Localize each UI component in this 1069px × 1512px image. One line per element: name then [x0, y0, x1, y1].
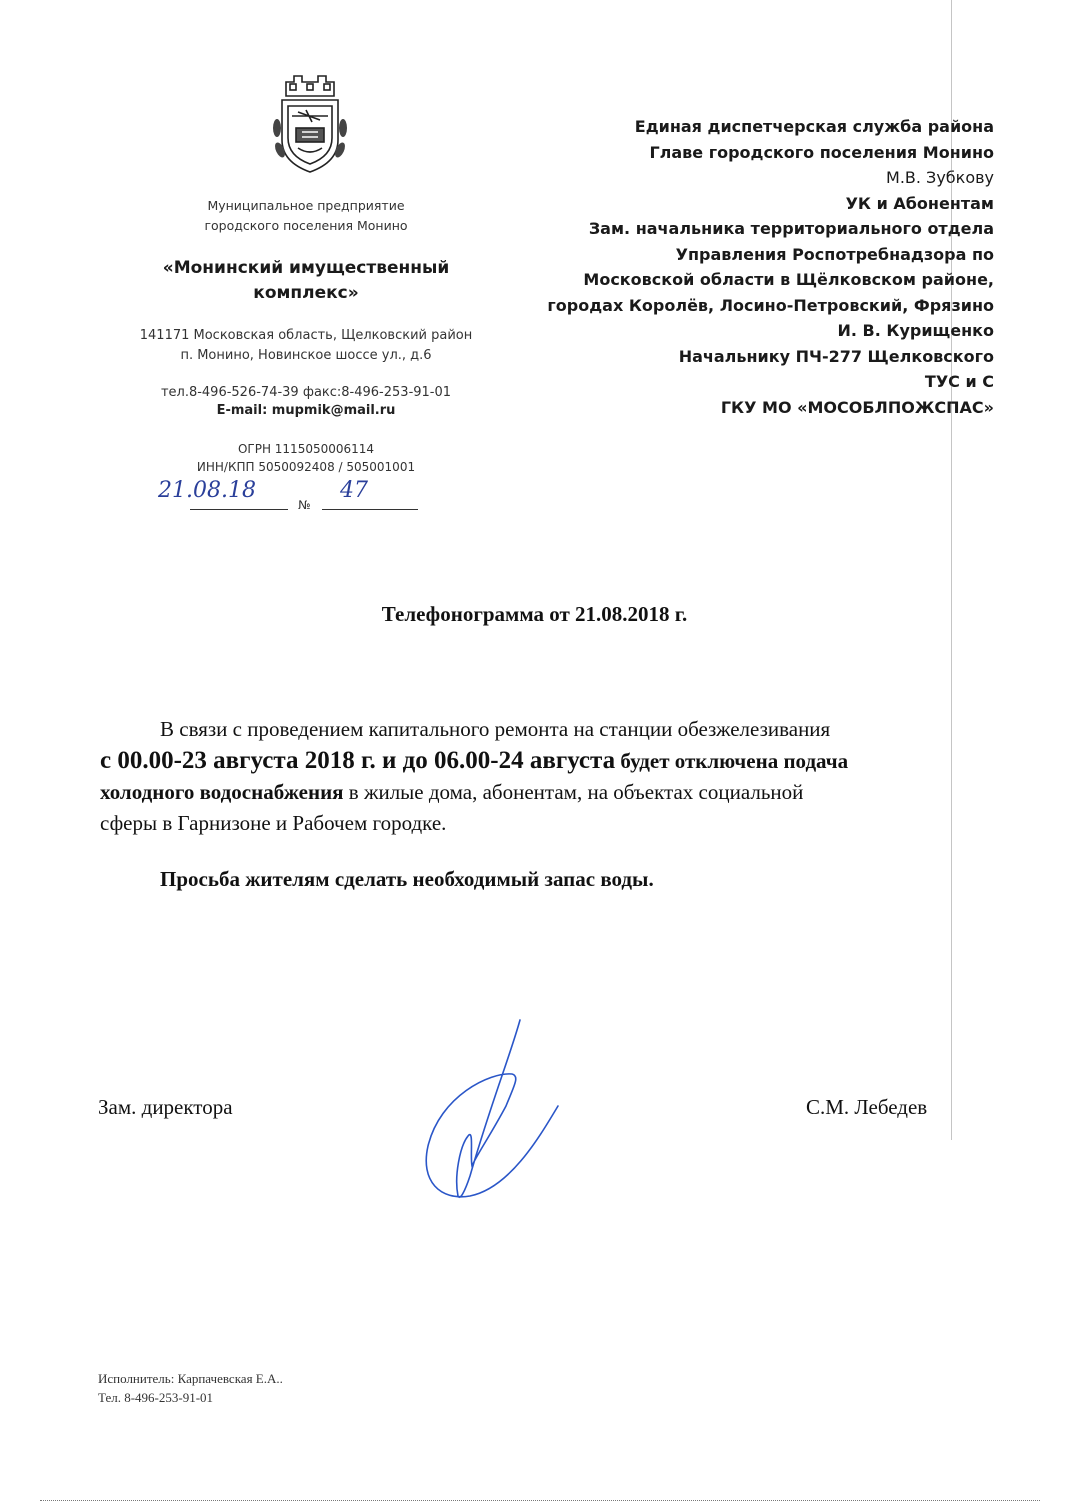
org-address-line2: п. Монино, Новинское шоссе ул., д.6: [180, 348, 432, 363]
recipient-line: УК и Абонентам: [845, 193, 994, 213]
signatory-role: Зам. директора: [98, 1095, 233, 1119]
number-underline: [322, 509, 418, 510]
body-line4: сферы в Гарнизоне и Рабочем городке.: [100, 811, 447, 835]
recipient-line: И. В. Курищенко: [837, 321, 994, 340]
request-text: Просьба жителям сделать необходимый запас воды.: [160, 867, 654, 891]
org-registration: [120, 440, 492, 476]
org-address-line1: 141171 Московская область, Щелковский район: [139, 328, 473, 343]
body-line3: [100, 777, 990, 808]
org-phones: тел.8-496-526-74-39 факс:8-496-253-91-01: [160, 385, 452, 400]
date-underline: [190, 509, 288, 510]
document-title: Телефонограмма от 21.08.2018 г.: [381, 602, 688, 626]
recipient-line: Управления Роспотребнадзора по: [675, 244, 994, 264]
number-label: №: [298, 498, 311, 512]
outgoing-registration-line: [150, 476, 430, 516]
outage-notice: будет отключена подача: [615, 749, 849, 773]
body-line3-rest: в жилые дома, абонентам, на объектах социальной: [343, 780, 804, 804]
org-name: [120, 256, 492, 306]
org-ogrn: ОГРН 1115050006114: [237, 442, 375, 456]
recipient-line: Главе городского поселения Монино: [649, 142, 994, 162]
recipient-line: Московской области в Щёлковском районе,: [583, 270, 994, 289]
executor-info: [98, 1369, 283, 1407]
recipient-line: ТУС и С: [924, 372, 994, 391]
recipient-line: Зам. начальника территориального отдела: [588, 219, 994, 238]
coat-of-arms-emblem: [268, 70, 352, 178]
recipient-line: ГКУ МО «МОСОБЛПОЖСПАС»: [720, 397, 994, 417]
recipient-line: Единая диспетчерская служба района: [634, 117, 994, 136]
org-contacts: [120, 383, 492, 418]
body-line2: [100, 745, 990, 777]
recipient-line: городах Королёв, Лосино-Петровский, Фрязино: [547, 295, 994, 315]
org-type-line1: Муниципальное предприятие: [207, 198, 405, 213]
executor-name: Исполнитель: Карпачевская Е.А..: [98, 1371, 283, 1386]
org-inn: ИНН/КПП 5050092408 / 505001001: [196, 460, 416, 474]
body-line1: В связи с проведением капитального ремонта на станции обезжелезивания: [160, 717, 831, 741]
handwritten-date: 21.08.18: [158, 478, 256, 503]
document-body: [100, 714, 990, 839]
cold-water-supply: холодного водоснабжения: [100, 780, 344, 804]
org-name-line2: комплекс»: [253, 283, 359, 303]
org-email: E-mail: mupmik@mail.ru: [216, 403, 396, 418]
org-name-line1: «Монинский имущественный: [162, 258, 450, 278]
recipients-block: [547, 114, 994, 420]
signatory-name: С.М. Лебедев: [806, 1095, 928, 1119]
org-type-line2: городского поселения Монино: [204, 218, 408, 233]
recipient-line: Начальнику ПЧ-277 Щелковского: [678, 346, 994, 366]
scan-artifact-line: [951, 0, 952, 1140]
org-type: [120, 196, 492, 236]
outage-period: с 00.00-23 августа 2018 г. и до 06.00-24 августа: [100, 747, 616, 774]
scan-bottom-border: [40, 1500, 1040, 1501]
executor-phone: Тел. 8-496-253-91-01: [98, 1390, 214, 1405]
handwritten-number: 47: [340, 478, 368, 503]
recipient-line: М.В. Зубкову: [886, 168, 994, 187]
org-address: [110, 326, 502, 366]
handwritten-signature: [410, 1016, 570, 1206]
